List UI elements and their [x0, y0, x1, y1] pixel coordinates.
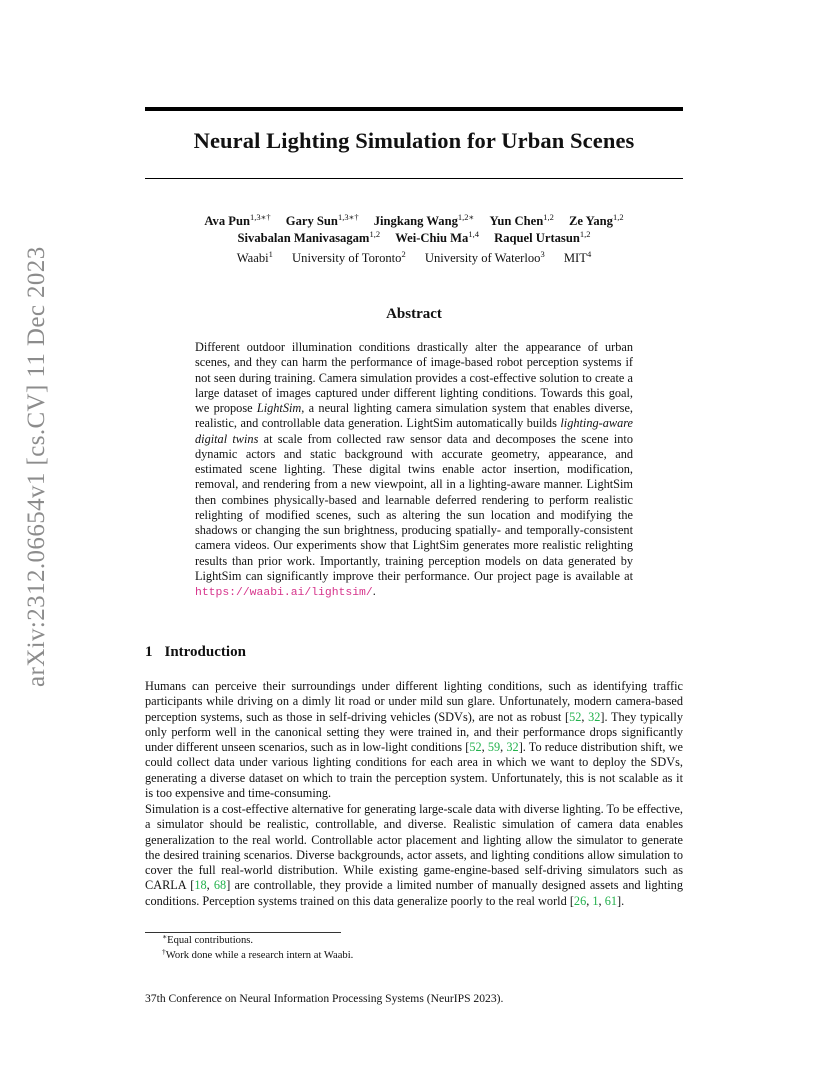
title-rule [145, 178, 683, 179]
arxiv-stamp: arXiv:2312.06654v1 [cs.CV] 11 Dec 2023 [23, 246, 50, 687]
author: Jingkang Wang$^{1,2∗}$ [373, 212, 475, 228]
author-list [145, 213, 683, 247]
footnote: ∗Equal contributions. [162, 932, 254, 946]
author: Sivabalan Manivasagam$^{1,2}$ [237, 229, 381, 245]
citation-link[interactable]: 59 [487, 740, 501, 754]
affiliation: University of Waterloo$^3$ [424, 249, 545, 265]
citation-link[interactable]: 52 [469, 740, 482, 754]
affiliation: Waabi$^1$ [236, 249, 273, 265]
footnote-rule [145, 932, 341, 933]
abstract-heading: Abstract [386, 306, 442, 322]
top-rule [145, 107, 683, 111]
section-heading: 1 Introduction [145, 644, 246, 660]
author: Ze Yang$^{1,2}$ [569, 212, 624, 228]
citation-link[interactable]: 32 [506, 740, 519, 754]
author-line-1 [145, 213, 683, 230]
author: Raquel Urtasun$^{1,2}$ [494, 229, 591, 245]
citation-link[interactable]: 32 [588, 709, 601, 724]
paper-title: Neural Lighting Simulation for Urban Scenes [193, 128, 635, 153]
affiliation: University of Toronto$^2$ [292, 249, 406, 265]
citation-link[interactable]: 1 [592, 893, 599, 908]
footnote: †Work done while a research intern at Waabi. [162, 947, 354, 961]
citation-link[interactable]: 52 [569, 709, 582, 724]
affiliation: MIT$^4$ [563, 249, 592, 265]
author: Yun Chen$^{1,2}$ [489, 212, 554, 228]
abstract-text: Different outdoor illumination conditions drastically alter the appearance of urban scenes, and they can harm the performance of image-based robot perception systems if not seen during training. Camera simulation provides a cost-effective solution to create a large dataset of images captured under different lighting conditions. Towards this goal, we propose LightSim, a neural lighting camera simulation system that enables diverse, realistic, and controllable data generation. LightSim automatically builds lighting-aware digital twins at scale from collected raw sensor data and decomposes the scene into dynamic actors and static background with accurate geometry, appearance, and estimated scene lighting. These digital twins enable actor insertion, modification, removal, and rendering from a new viewpoint, all in a lighting-aware manner. LightSim then combines physically-based and learnable deferred rendering to perform realistic relighting of modified scenes, such as altering the sun location and modifying the shadows or changing the sun brightness, producing spatially- and temporally-consistent camera videos. Our experiments show that LightSim generates more realistic relighting results than prior work. Importantly, training perception models on data generated by LightSim can significantly improve their performance. Our project page is available at https://waabi.ai/lightsim/. [195, 340, 634, 599]
venue-footer: 37th Conference on Neural Information Processing Systems (NeurIPS 2023). [145, 992, 504, 1005]
citation-link[interactable]: 18 [194, 878, 207, 893]
author: Wei-Chiu Ma$^{1,4}$ [395, 229, 479, 245]
intro-paragraph-2: Simulation is a cost-effective alternative for generating large-scale data with diverse lighting. To be effective, a simulator should be realistic, controllable, and diverse. Realistic simulation of camera data enables generalization to the real world. Controllable actor placement and lighting allow the simulator to generate the desired training scenarios. Diverse backgrounds, actor assets, and lighting conditions allow simulation to cover the full real-world distribution. While existing game-engine-based self-driving simulators such as CARLA [18, 68] are controllable, they provide a limited number of manually designed assets and lighting conditions. Perception systems trained on this data generalize poorly to the real world [26, 1, 61]. [145, 802, 683, 908]
intro-paragraph-1: Humans can perceive their surroundings under different lighting conditions, such as identifying traffic participants while driving on a dimly lit road or under mild sun glare. Unfortunately, modern camera-based perception systems, such as those in self-driving vehicles (SDVs), are not as robust [52, 32]. They typically only perform well in the canonical setting they were trained in, and their performance drops significantly under different unseen scenarios, such as in low-light conditions [52, 59, 32]. To reduce distribution shift, we could collect data under various lighting conditions for each area in which we want to deploy the SDVs, generating a diverse dataset on which to train the perception system. Unfortunately, this is not scalable as it is too expensive and time-consuming. [145, 679, 684, 800]
citation-link[interactable]: 68 [213, 878, 227, 893]
author-line-2 [145, 230, 683, 247]
project-url-link[interactable]: https://waabi.ai/lightsim/ [195, 587, 373, 599]
author: Ava Pun$^{1,3∗\dagger}$ [204, 212, 271, 228]
author: Gary Sun$^{1,3∗\dagger}$ [285, 212, 359, 228]
citation-link[interactable]: 26 [573, 893, 587, 908]
citation-link[interactable]: 61 [604, 893, 617, 908]
affiliations [145, 251, 683, 266]
